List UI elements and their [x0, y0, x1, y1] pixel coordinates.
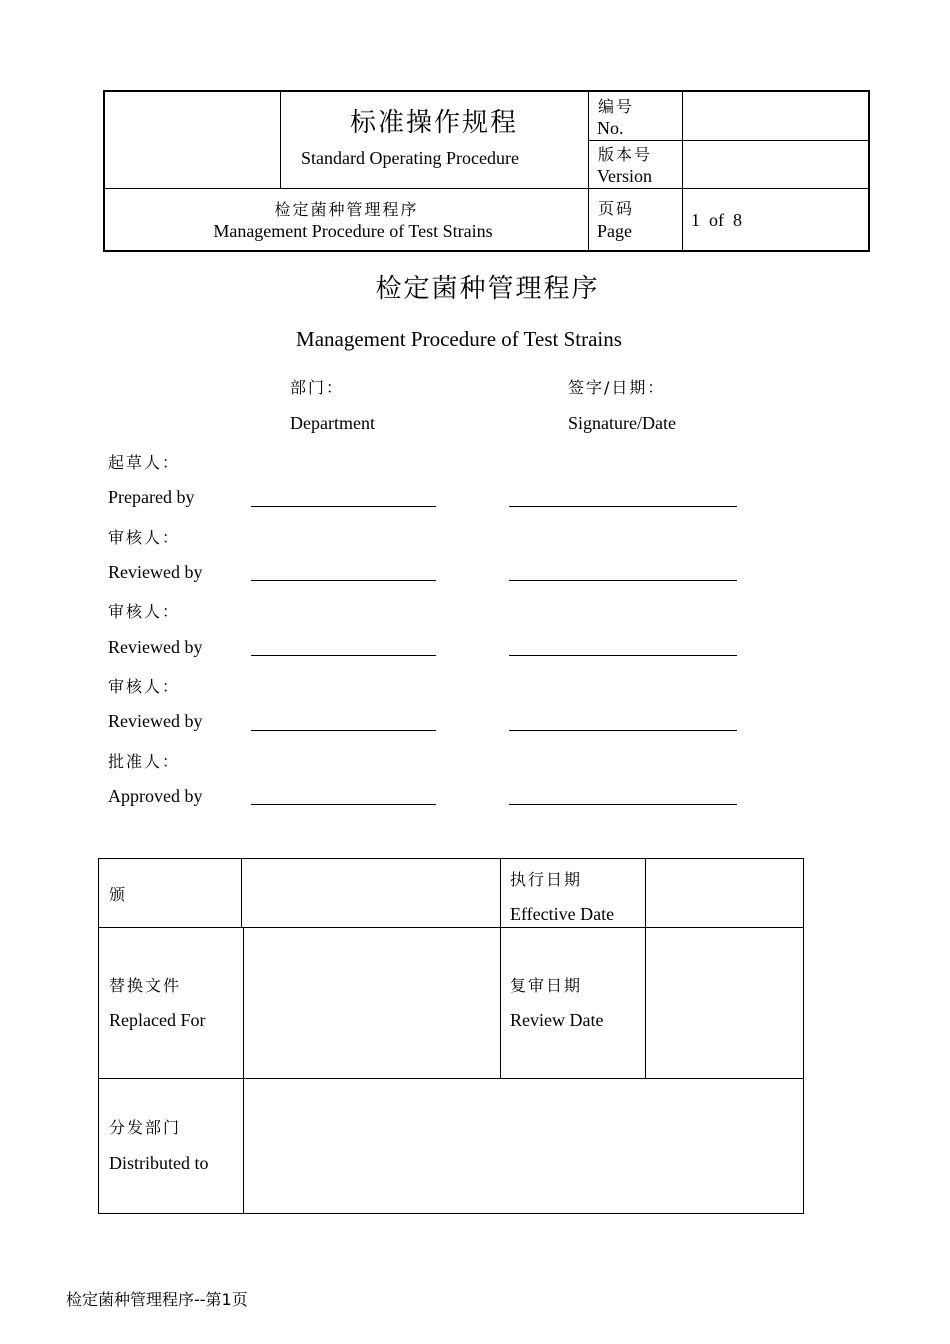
main-title-en: Management Procedure of Test Strains: [296, 327, 622, 351]
signature-heading-cn: 签字/日期：: [568, 378, 666, 397]
signoff-role-cn: 审核人：: [108, 528, 181, 547]
effective-date-value-cell[interactable]: [646, 860, 803, 927]
review-date-value-cell[interactable]: [646, 928, 803, 1078]
doc-number-label-en: No.: [597, 118, 624, 138]
distributed-to-label-cn: 分发部门: [109, 1118, 182, 1137]
signature-heading-en: Signature/Date: [568, 413, 676, 433]
department-heading-en: Department: [290, 413, 375, 433]
signoff-role-en: Reviewed by: [108, 562, 203, 582]
replaced-for-value-cell[interactable]: [244, 928, 500, 1078]
distributed-to-label-en: Distributed to: [109, 1153, 209, 1173]
signature-blank-line[interactable]: [509, 506, 737, 507]
distributed-to-value-cell[interactable]: [244, 1079, 803, 1213]
review-date-label-cn: 复审日期: [510, 976, 583, 995]
signature-blank-line[interactable]: [509, 580, 737, 581]
signoff-role-en: Prepared by: [108, 487, 195, 507]
header-title-en: Standard Operating Procedure: [301, 148, 519, 168]
header-divider: [682, 92, 683, 252]
page-footer: 检定菌种管理程序--第1页: [66, 1290, 248, 1309]
issue-value-cell[interactable]: [242, 860, 500, 927]
replaced-for-label-cn: 替换文件: [109, 976, 182, 995]
version-label-cn: 版本号: [598, 145, 653, 164]
department-heading-cn: 部门：: [290, 378, 345, 397]
issuance-table: [98, 858, 804, 1214]
table-divider: [500, 859, 501, 1078]
signature-blank-line[interactable]: [509, 804, 737, 805]
department-blank-line[interactable]: [251, 506, 436, 507]
signoff-role-cn: 审核人：: [108, 602, 181, 621]
doc-name-en: Management Procedure of Test Strains: [213, 221, 493, 241]
header-divider: [588, 140, 870, 141]
header-divider: [105, 188, 870, 189]
replaced-for-label-en: Replaced For: [109, 1010, 206, 1030]
review-date-label-en: Review Date: [510, 1010, 604, 1030]
department-blank-line[interactable]: [251, 580, 436, 581]
signoff-role-en: Approved by: [108, 786, 203, 806]
page-label-cn: 页码: [598, 199, 635, 218]
effective-date-label-cn: 执行日期: [510, 870, 583, 889]
document-header-table: [103, 90, 870, 252]
doc-name-cn: 检定菌种管理程序: [274, 200, 419, 219]
page-number-value: 1 of 8: [691, 210, 742, 230]
doc-number-label-cn: 编号: [598, 97, 635, 116]
signature-blank-line[interactable]: [509, 655, 737, 656]
issue-label-cn: 颁: [109, 885, 128, 904]
effective-date-label-en: Effective Date: [510, 904, 615, 924]
main-title-cn: 检定菌种管理程序: [375, 274, 600, 304]
signoff-role-en: Reviewed by: [108, 711, 203, 731]
department-blank-line[interactable]: [251, 804, 436, 805]
signoff-role-cn: 批准人：: [108, 752, 181, 771]
header-title-cn: 标准操作规程: [349, 108, 518, 138]
department-blank-line[interactable]: [251, 655, 436, 656]
signoff-role-en: Reviewed by: [108, 637, 203, 657]
signature-blank-line[interactable]: [509, 730, 737, 731]
department-blank-line[interactable]: [251, 730, 436, 731]
signoff-role-cn: 起草人：: [108, 453, 181, 472]
signoff-role-cn: 审核人：: [108, 677, 181, 696]
page-label-en: Page: [597, 221, 632, 241]
version-label-en: Version: [597, 166, 652, 186]
